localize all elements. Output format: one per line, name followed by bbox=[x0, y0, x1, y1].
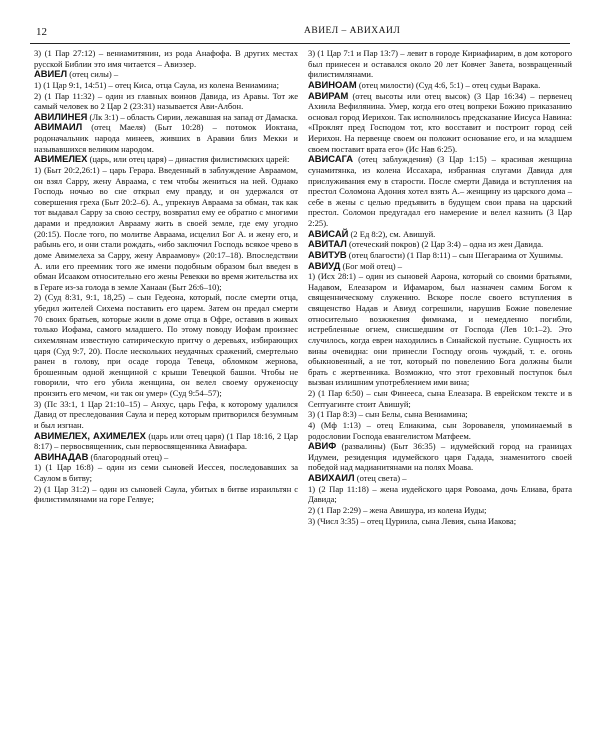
entry-paragraph bbox=[34, 292, 298, 398]
entry-text: 1) (2 Пар 11:18) – жена иудейского царя Ровоама, дочь Елиава, брата Давида; bbox=[308, 483, 572, 505]
dictionary-entry bbox=[308, 261, 572, 272]
entry-paragraph bbox=[34, 484, 298, 505]
entry-text: 2) (1 Пар 6:50) – сын Финееса, сына Елеазара. В еврейском тексте и в Септуагинте стоит Авишуй; bbox=[308, 388, 572, 409]
entry-headword: АВИЛИНЕЯ bbox=[34, 110, 88, 122]
left-column bbox=[34, 48, 298, 505]
entry-text: 1) (Быт 20:2,26:1) – царь Герара. Введенный в заблуждение Авраамом, он взял Сарру, жену Авраама, с тем чтобы жениться на ней. Однако Господь ночью во сне открыл ему правду, и он удержался от совершения греха (Быт 20:2–6). А., упрекнув Авраама за обман, так как тот выдавал Сарру за свою сестру, возвратил ему ее обратно с многими дарами и предложил Аврааму жить в своей земле, где ему угодно (20:15). После того, по молитве Авраама, исцелил Бог А. и жену его, и рабынь его, и они стали рождать, «ибо заключил Господь всякое чрево в доме Авимелеха за Сарру, жену Авраамову» (20:17–18). Впоследствии А. или его преемник того же имени подобным образом был введен в обман Исааком относительно его жены Ревекки во время жительства их в Герare из-за голода в земле Ханаан (Быт 26:6–10); bbox=[34, 164, 298, 292]
entry-text: 4) (Мф 1:13) – отец Елиакима, сын Зоровавеля, упоминаемый в родословии Господа евангелистом Матфеем. bbox=[308, 419, 572, 441]
entry-headword: АВИХАИЛ bbox=[308, 472, 355, 483]
entry-text: 1) (1 Цар 16:8) – один из семи сыновей Иессея, последовавших за Саулом в битву; bbox=[34, 462, 298, 483]
dictionary-entry bbox=[34, 69, 298, 80]
entry-headword: АВИСАЙ bbox=[308, 227, 349, 239]
entry-headword: АВИНАДАВ bbox=[34, 450, 89, 462]
dictionary-entry bbox=[308, 239, 572, 250]
dictionary-entry bbox=[308, 154, 572, 228]
entry-paragraph bbox=[34, 165, 298, 293]
entry-text: (отец высоты или отец высок) (3 Цар 16:34) – первенец Ахиила Вефилянина. Умер, когда его отец вопреки Божию приказанию основал город Иерихон. Так исполнилось предсказание Иисуса Навина: «Проклят пред Господом тот, кто восставит и построит город сей Иерихон. На первенце своем он положит основание его, и на младшем своем поставит врата его» (Ис Нав 6:25). bbox=[308, 90, 572, 154]
entry-headword: АВИТУВ bbox=[308, 248, 347, 260]
dictionary-entry bbox=[308, 250, 572, 261]
dictionary-entry bbox=[34, 452, 298, 463]
entry-paragraph bbox=[308, 505, 572, 516]
entry-text: (отец благости) (1 Пар 8:11) – сын Шегараима от Хушимы. bbox=[346, 249, 564, 260]
entry-text: (Бог мой отец) – bbox=[340, 260, 403, 271]
entry-paragraph bbox=[308, 388, 572, 409]
entry-paragraph bbox=[308, 409, 572, 420]
page-number: 12 bbox=[36, 26, 47, 38]
dictionary-entry bbox=[308, 229, 572, 240]
entry-headword: АВИФ bbox=[308, 440, 337, 452]
running-head: АВИЕЛ – АВИХАИЛ bbox=[304, 26, 401, 36]
entry-headword: АВИНОАМ bbox=[308, 78, 357, 90]
entry-paragraph bbox=[34, 91, 298, 112]
dictionary-entry bbox=[34, 431, 298, 452]
entry-paragraph bbox=[308, 484, 572, 505]
entry-text: (царь или отец царя) (1 Пар 18:16, 2 Цар 8:17) – первосвященник, сын первосвященника Авиафара. bbox=[34, 430, 299, 452]
entry-text: (отец силы) – bbox=[67, 69, 119, 80]
entry-text: (благородный отец) – bbox=[88, 451, 169, 462]
entry-text: 2) (Суд 8:31, 9:1, 18,25) – сын Гедеона, который, после смерти отца, убедил жителей Сихема поставить его царем. Затем он предал смерти 70 своих братьев, которые жили в доме отца в Офре, оставив в живых только Иофама, самого младшего. По этому поводу Иофам произнес сихемлянам известную сатирическую притчу о деревьях, избирающих царя (Суд 9:7, 20). После нескольких неудачных сражений, смертельно ранен в голову, при осаде города Тевеца, обломком жернова, брошенным одной женщиной с крыши Тевецкой башни. Чтобы не говорили, что его убила женщина, он велел своему оруженосцу пронзить его мечом, «и так он умер» (Суд 9:54–57); bbox=[34, 292, 298, 398]
entry-text: 3) (1 Пар 8:3) – сын Белы, сына Вениамина; bbox=[308, 409, 468, 420]
dictionary-entry bbox=[308, 441, 572, 473]
entry-paragraph bbox=[34, 399, 298, 431]
entry-headword: АВИТАЛ bbox=[308, 238, 347, 250]
entry-text: (царь, или отец царя) – династия филистимских царей: bbox=[87, 154, 290, 165]
entry-headword: АВИМЕЛЕХ bbox=[34, 153, 88, 165]
page-header bbox=[30, 26, 570, 40]
entry-text: (2 Ед 8:2), см. Авишуй. bbox=[348, 228, 436, 239]
dictionary-entry bbox=[308, 473, 572, 484]
header-rule bbox=[30, 43, 570, 44]
entry-text: (отец заблуждения) (3 Цар 1:15) – красивая женщина сунамитянка, из колена Иссахара, избранная слугами Давида для прислуживания ему в старости. После смерти Давида и вступления на престол Соломона Адония хотел взять А.– женщину из царского дома – себе в жены с целью предъявить в будущем свои права на царский престол. Соломон предугадал его намерение и велел казнить (3 Цар 2:25). bbox=[308, 154, 572, 228]
entry-paragraph bbox=[34, 80, 298, 91]
entry-headword: АВИСАГА bbox=[308, 153, 354, 165]
entry-headword: АВИЕЛ bbox=[34, 68, 68, 80]
entry-text: 3) (Числ 3:35) – отец Цуриила, сына Левия, сына Иакова; bbox=[308, 515, 517, 526]
entry-text: 3) (Пс 33:1, 1 Цар 21:10–15) – Анхус, царь Гефа, к которому удалился Давид от преследования Саула и перед которым притворился безумным и был изгнан. bbox=[34, 398, 298, 430]
entry-text: 1) (Исх 28:1) – один из сыновей Аарона, который со своими братьями, Надавом, Елеазаром и Ифамаром, был назначен самим Богом к священническому служению. Вскоре после своего вступления в священство Надав и Авиуд согрешили, нарушив Божие повеление относительно возжжения фимиама, и немедленно погибли, истребленные огнем, снисшедшим от Господа (Лев 10:1–2). Это случилось, когда евреи находились в Синайской пустыне. Сущность их вины очевидна: они принесли Господу огонь чуждый, т. е. огонь обыкновенный, а не тот, который по повелению Бога должны были брать с жертвенника. Возможно, что этот греховный поступок был вызван излишним употреблением ими вина; bbox=[308, 271, 572, 388]
right-column bbox=[308, 48, 572, 526]
entry-paragraph bbox=[308, 516, 572, 527]
entry-text: 1) (1 Цар 9:1, 14:51) – отец Киса, отца Саула, из колена Вениамина; bbox=[34, 79, 279, 90]
entry-headword: АВИМЕЛЕХ, АХИМЕЛЕХ bbox=[34, 429, 146, 441]
entry-paragraph bbox=[34, 462, 298, 483]
entry-text: (отец Маеля) (Быт 10:28) – потомок Иоктана, родоначальник народа минеев, живших в Аравии близ Мекки и называвшихся великим народом. bbox=[34, 122, 298, 154]
dictionary-entry bbox=[34, 122, 298, 154]
entry-text: (развалины) (Быт 36:35) – идумейский город на границах Идумеи, резиденция идумейского царя Гадада, знаменитого своей победой над мадианитянами на полях Моава. bbox=[308, 441, 572, 473]
entry-paragraph bbox=[308, 420, 572, 441]
entry-text: 2) (1 Цар 31:2) – один из сыновей Саула, убитых в битве израильтян с филистимлянами на горе Гелвуе; bbox=[34, 483, 298, 505]
entry-text: (Лк 3:1) – область Сирии, лежавшая на запад от Дамаска. bbox=[87, 111, 298, 122]
entry-paragraph bbox=[34, 48, 298, 69]
entry-headword: АВИРАМ bbox=[308, 89, 349, 101]
entry-headword: АВИМАИЛ bbox=[34, 121, 83, 133]
dictionary-entry bbox=[34, 154, 298, 165]
entry-headword: АВИУД bbox=[308, 259, 341, 271]
dictionary-entry bbox=[308, 91, 572, 155]
entry-text: 3) (1 Пар 27:12) – вениамитянин, из рода Анафофа. В других местах русской Библии это имя читается – Авиэзер. bbox=[34, 48, 298, 69]
entry-text: 3) (1 Цар 7:1 и Пар 13:7) – левит в городе Кириафиарим, в дом которого был принесен и оставался около 20 лет Ковчег Завета, возвращенный филистимлянами. bbox=[308, 48, 572, 80]
entry-text: (отеческий покров) (2 Цар 3:4) – одна из жен Давида. bbox=[346, 239, 544, 250]
entry-text: (отец света) – bbox=[354, 473, 407, 483]
entry-text: 2) (1 Пар 11:32) – один из главных воинов Давида, из Аравы. Тот же самый человек во 2 Цар 2 (23:31) называется Ави-Албон. bbox=[34, 90, 298, 112]
entry-paragraph bbox=[308, 271, 572, 388]
entry-paragraph bbox=[308, 48, 572, 80]
entry-text: (отец милости) (Суд 4:6, 5:1) – отец судьи Варака. bbox=[356, 79, 541, 90]
entry-text: 2) (1 Пар 2:29) – жена Авишура, из колена Иуды; bbox=[308, 504, 487, 515]
